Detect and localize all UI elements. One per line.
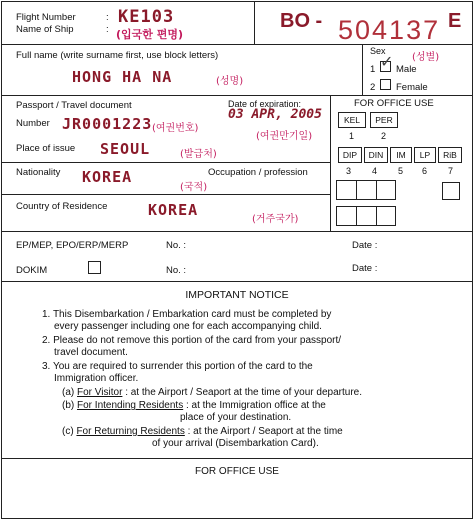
expiry-value[interactable]: 03 APR, 2005 <box>228 107 322 122</box>
colon: : <box>106 24 109 35</box>
dokim-date-label: Date : <box>352 263 378 274</box>
male-label: Male <box>396 64 417 75</box>
office-number-4: 4 <box>372 166 378 176</box>
notice-item-1-cont: every passenger including one for each accompanying child. <box>54 321 322 332</box>
notice-item-2-cont: travel document. <box>54 347 128 358</box>
place-of-issue-value[interactable]: SEOUL <box>100 140 151 158</box>
sex-note: (성별) <box>412 52 440 63</box>
notice-item-1: 1. This Disembarkation / Embarkation card must be completed by <box>42 309 332 320</box>
divider <box>2 281 472 282</box>
office-box-rib: RiB <box>438 147 462 163</box>
bottom-office-use-title: FOR OFFICE USE <box>195 466 279 477</box>
sex-option-2-number: 2 <box>370 82 376 93</box>
nationality-value[interactable]: KOREA <box>82 168 133 186</box>
dokim-checkbox[interactable] <box>88 261 101 274</box>
expiry-note: (여권만기일) <box>256 131 313 142</box>
ship-name-label: Name of Ship <box>16 24 74 35</box>
place-of-issue-note: (발급처) <box>180 149 217 160</box>
notice-item-3: 3. You are required to surrender this portion of the card to the <box>42 361 313 372</box>
nationality-label: Nationality <box>16 167 61 178</box>
serial-prefix: BO - <box>280 10 323 32</box>
notice-item-3-cont: Immigration officer. <box>54 373 139 384</box>
divider <box>356 206 357 226</box>
passport-number-note: (여권번호) <box>152 123 199 134</box>
divider <box>254 2 255 45</box>
office-number-2: 2 <box>381 131 387 141</box>
notice-3a-title: For Visitor <box>77 387 123 398</box>
place-of-issue-label: Place of issue <box>16 143 76 154</box>
nationality-note: (국적) <box>180 182 208 193</box>
notice-item-2: 2. Please do not remove this portion of the card from your passport/ <box>42 335 342 346</box>
country-of-residence-value[interactable]: KOREA <box>148 201 199 219</box>
notice-3b-prefix: (b) <box>62 400 75 411</box>
colon: : <box>106 12 109 23</box>
dokim-label: DOKIM <box>16 265 48 276</box>
office-use-title: FOR OFFICE USE <box>354 98 434 109</box>
office-number-1: 1 <box>349 131 355 141</box>
office-box-dip: DIP <box>338 147 362 163</box>
notice-item-3c <box>62 426 343 438</box>
notice-3c-prefix: (c) <box>62 426 74 437</box>
disembarkation-card <box>1 1 473 519</box>
occupation-label: Occupation / profession <box>208 167 308 178</box>
divider <box>2 44 472 45</box>
office-grid-box-row1 <box>336 180 396 200</box>
office-check-box <box>442 182 460 200</box>
notice-3c-text-cont: of your arrival (Disembarkation Card). <box>152 438 319 449</box>
office-box-per: PER <box>370 112 398 128</box>
female-checkbox[interactable] <box>380 79 391 90</box>
important-notice-title: IMPORTANT NOTICE <box>185 289 289 301</box>
notice-item-3b <box>62 400 326 412</box>
ep-number-label: No. : <box>166 240 187 251</box>
notice-3b-text: : at the Immigration office at the <box>185 400 326 411</box>
serial-number: 504137 <box>338 15 441 45</box>
notice-3b-text-cont: place of your destination. <box>180 412 292 423</box>
ep-label: EP/MEP, EPO/ERP/MERP <box>16 240 129 251</box>
notice-3a-prefix: (a) <box>62 387 75 398</box>
divider <box>2 95 472 96</box>
divider <box>2 231 472 232</box>
flight-number-value[interactable]: KE103 <box>118 7 175 27</box>
office-grid-box-row2 <box>336 206 396 226</box>
full-name-note: (성명) <box>216 76 244 87</box>
divider <box>356 180 357 200</box>
notice-3c-text: : at the Airport / Seaport at the time <box>187 426 343 437</box>
full-name-value[interactable]: HONG HA NA <box>72 68 173 86</box>
divider <box>2 458 472 459</box>
office-number-6: 6 <box>422 166 428 176</box>
notice-3c-title: For Returning Residents <box>76 426 185 437</box>
office-number-5: 5 <box>398 166 404 176</box>
check-mark-icon: ✓ <box>380 54 394 71</box>
expiry-label: Date of expiration: <box>228 99 302 109</box>
divider <box>362 44 363 96</box>
passport-label: Passport / Travel document <box>16 100 132 111</box>
office-box-din: DIN <box>364 147 388 163</box>
flight-number-label: Flight Number <box>16 12 76 23</box>
office-number-3: 3 <box>346 166 352 176</box>
passport-number-label: Number <box>16 118 50 129</box>
office-number-7: 7 <box>448 166 454 176</box>
divider <box>2 162 330 163</box>
divider <box>330 95 331 231</box>
ep-date-label: Date : <box>352 240 378 251</box>
flight-number-note: (입국한 편명) <box>116 28 184 41</box>
divider <box>376 206 377 226</box>
female-label: Female <box>396 82 428 93</box>
serial-suffix: E <box>448 10 462 32</box>
passport-number-value[interactable]: JR0001223 <box>62 115 153 133</box>
sex-label: Sex <box>370 46 386 56</box>
notice-3a-text: : at the Airport / Seaport at the time of your departure. <box>125 387 362 398</box>
sex-option-1-number: 1 <box>370 64 376 75</box>
dokim-number-label: No. : <box>166 265 187 276</box>
country-of-residence-note: (거주국가) <box>252 214 299 225</box>
full-name-label: Full name (write surname first, use block letters) <box>16 50 219 61</box>
divider <box>2 194 330 195</box>
notice-3b-title: For Intending Residents <box>77 400 184 411</box>
notice-item-3a <box>62 387 362 399</box>
office-box-kel: KEL <box>338 112 366 128</box>
office-box-im: IM <box>390 147 412 163</box>
divider <box>376 180 377 200</box>
office-box-lp: LP <box>414 147 436 163</box>
country-of-residence-label: Country of Residence <box>16 201 108 212</box>
